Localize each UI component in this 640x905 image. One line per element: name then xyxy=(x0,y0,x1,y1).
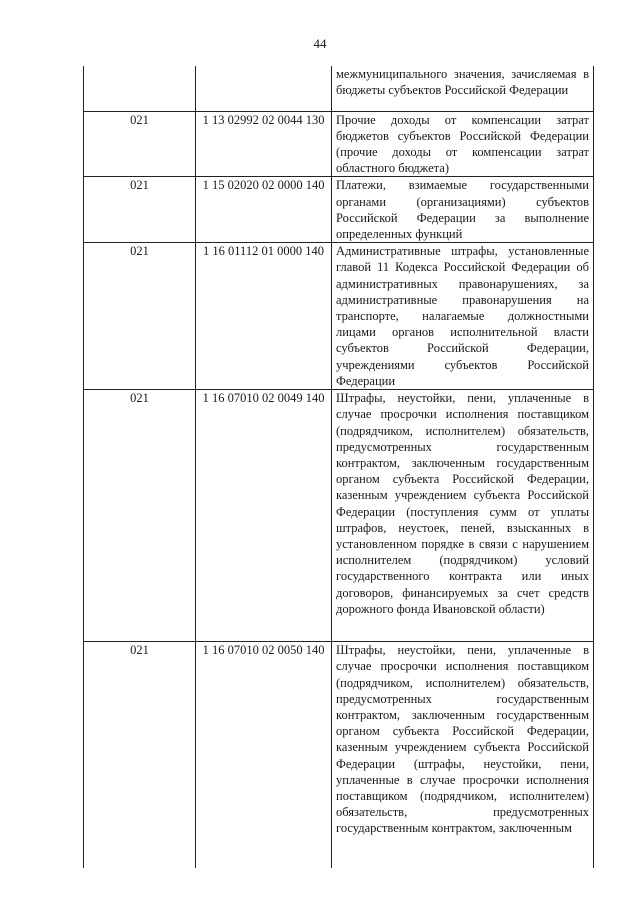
income-code-cell: 1 16 07010 02 0049 140 xyxy=(196,390,332,642)
page-number: 44 xyxy=(313,36,327,51)
income-code-cell: 1 16 07010 02 0050 140 xyxy=(196,642,332,868)
admin-code-cell: 021 xyxy=(84,177,196,243)
income-name-text: Платежи, взимаемые государственными органами (организациями) субъектов Российской Федерации за выполнение определенных функций xyxy=(336,178,589,241)
income-name-cell xyxy=(332,642,594,868)
income-codes-table xyxy=(83,66,594,868)
income-name-text: Административные штрафы, установленные главой 11 Кодекса Российской Федерации об административных правонарушениях, за административные правонарушения на транспорте, налагаемые должностными лицами органов исполнительной власти субъектов Российской Федерации, учреждениями субъектов Российской Федерации xyxy=(336,244,589,388)
income-name-text: межмуниципального значения, зачисляемая в бюджеты субъектов Российской Федерации xyxy=(336,67,589,98)
income-name-text: Штрафы, неустойки, пени, уплаченные в случае просрочки исполнения поставщиком (подрядчиком, исполнителем) обязательств, предусмотренных государственным контрактом, заключенным государственным органом субъекта Российской Федерации, казенным учреждением субъекта Российской Федерации (штрафы, неустойки, пени, уплаченные в случае просрочки исполнения поставщиком (подрядчиком, исполнителем) обязательств, предусмотренных государственным контрактом, заключенным xyxy=(336,643,589,836)
table-row xyxy=(84,177,594,243)
income-code-cell: 1 16 01112 01 0000 140 xyxy=(196,243,332,390)
table-row xyxy=(84,243,594,390)
admin-code-cell: 021 xyxy=(84,111,196,177)
table-row xyxy=(84,111,594,177)
income-name-text: Прочие доходы от компенсации затрат бюджетов субъектов Российской Федерации (прочие доходы от компенсации затрат областного бюджета) xyxy=(336,112,589,176)
admin-code-cell: 021 xyxy=(84,642,196,868)
table-row xyxy=(84,390,594,642)
income-code-cell: 1 13 02992 02 0044 130 xyxy=(196,111,332,177)
income-name-cell xyxy=(332,177,594,243)
admin-code-cell xyxy=(84,66,196,111)
income-code-cell: 1 15 02020 02 0000 140 xyxy=(196,177,332,243)
income-name-cell xyxy=(332,390,594,642)
income-name-cell xyxy=(332,66,594,111)
income-code-cell xyxy=(196,66,332,111)
admin-code-cell: 021 xyxy=(84,243,196,390)
income-name-text: Штрафы, неустойки, пени, уплаченные в случае просрочки исполнения поставщиком (подрядчиком, исполнителем) обязательств, предусмотренных государственным контрактом, заключенным государственным органом субъекта Российской Федерации, казенным учреждением субъекта Российской Федерации (поступления сумм от уплаты штрафов, неустоек, пеней, взысканных в установленном порядке в связи с нарушением исполнителем (подрядчиком) условий государственного контракта или иных договоров, финансируемых за счет средств дорожного фонда Ивановской области) xyxy=(336,391,589,616)
table-row xyxy=(84,66,594,111)
income-name-cell xyxy=(332,243,594,390)
income-name-cell xyxy=(332,111,594,177)
admin-code-cell: 021 xyxy=(84,390,196,642)
table-row xyxy=(84,642,594,868)
